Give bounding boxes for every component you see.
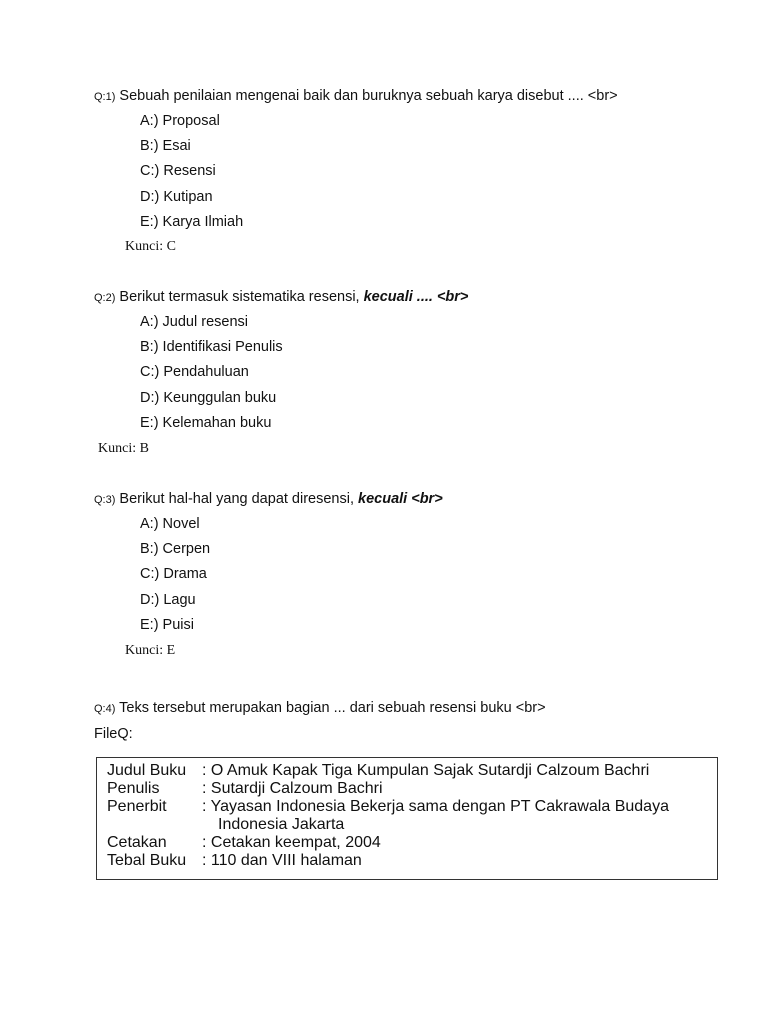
question-emphasis: kecuali .... <br> (363, 289, 469, 305)
book-publisher-cont: Indonesia Jakarta (218, 816, 345, 833)
question-text: Berikut termasuk sistematika resensi, (115, 289, 364, 305)
option-e: E:) Puisi (140, 616, 194, 633)
question-number: Q:2) (94, 292, 116, 304)
question-text: Berikut hal-hal yang dapat diresensi, (115, 491, 359, 507)
option-e: E:) Karya Ilmiah (140, 213, 244, 230)
question-2 (94, 289, 468, 305)
answer-key: Kunci: C (125, 239, 176, 254)
question-1 (94, 88, 618, 104)
question-3 (94, 491, 443, 507)
options-list (140, 109, 243, 235)
book-author-label: Penulis (107, 780, 160, 797)
book-author-row (107, 780, 383, 798)
option-a: A:) Judul resensi (140, 314, 248, 330)
book-edition-row (107, 834, 381, 852)
options-list (140, 310, 283, 436)
book-edition-label: Cetakan (107, 834, 167, 851)
book-publisher-label: Penerbit (107, 798, 167, 815)
option-c: C:) Pendahuluan (140, 364, 249, 381)
answer-key: Kunci: B (98, 441, 149, 456)
option-a: A:) Proposal (140, 113, 220, 129)
option-d: D:) Lagu (140, 591, 196, 608)
book-pages-value: : 110 dan VIII halaman (202, 852, 362, 869)
option-c: C:) Drama (140, 566, 207, 583)
question-number: Q:1) (94, 91, 116, 103)
option-d: D:) Kutipan (140, 188, 213, 205)
option-a: A:) Novel (140, 516, 200, 532)
book-info-box (96, 757, 718, 880)
question-emphasis: kecuali <br> (358, 491, 443, 507)
book-pages-label: Tebal Buku (107, 852, 187, 869)
book-publisher-row (107, 798, 669, 816)
fileq-label: FileQ: (94, 726, 133, 742)
book-title-value: : O Amuk Kapak Tiga Kumpulan Sajak Sutardji Calzoum Bachri (202, 762, 650, 779)
question-4 (94, 700, 546, 716)
book-pages-row (107, 852, 362, 870)
answer-key: Kunci: E (125, 643, 176, 658)
options-list (140, 512, 210, 638)
option-b: B:) Identifikasi Penulis (140, 339, 283, 356)
book-title-label: Judul Buku (107, 762, 187, 779)
question-text: Teks tersebut merupakan bagian ... dari sebuah resensi buku <br> (115, 700, 546, 716)
book-title-row (107, 762, 649, 780)
book-author-value: : Sutardji Calzoum Bachri (202, 780, 383, 797)
question-number: Q:3) (94, 494, 116, 506)
book-publisher-value: : Yayasan Indonesia Bekerja sama dengan PT Cakrawala Budaya (202, 798, 669, 815)
question-text: Sebuah penilaian mengenai baik dan buruknya sebuah karya disebut .... <br> (115, 88, 618, 104)
question-number: Q:4) (94, 703, 116, 715)
option-d: D:) Keunggulan buku (140, 389, 277, 406)
book-edition-value: : Cetakan keempat, 2004 (202, 834, 381, 851)
option-e: E:) Kelemahan buku (140, 414, 272, 431)
option-c: C:) Resensi (140, 163, 216, 180)
option-b: B:) Esai (140, 138, 191, 155)
option-b: B:) Cerpen (140, 541, 211, 558)
